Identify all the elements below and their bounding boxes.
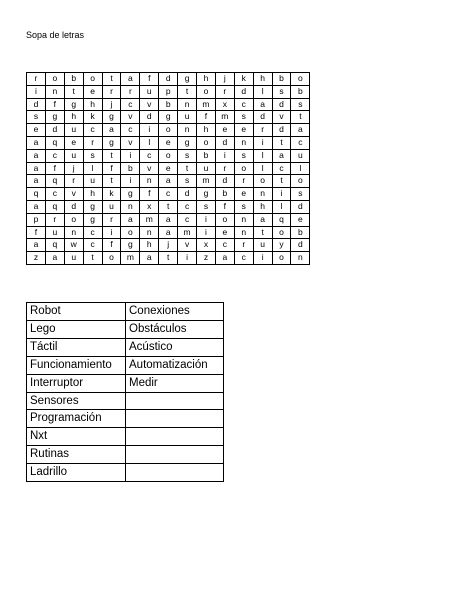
grid-cell: d xyxy=(253,111,272,124)
grid-cell: t xyxy=(102,149,121,162)
word-cell: Lego xyxy=(27,320,126,338)
grid-cell: a xyxy=(272,149,291,162)
grid-cell: g xyxy=(121,188,140,201)
grid-cell: i xyxy=(272,188,291,201)
grid-cell: o xyxy=(121,226,140,239)
grid-cell: a xyxy=(253,98,272,111)
word-row xyxy=(27,320,224,338)
grid-cell: v xyxy=(178,239,197,252)
grid-cell: h xyxy=(197,124,216,137)
grid-cell: c xyxy=(45,188,64,201)
grid-cell: h xyxy=(253,200,272,213)
grid-cell: n xyxy=(140,175,159,188)
grid-cell: b xyxy=(64,73,83,86)
grid-cell: j xyxy=(64,162,83,175)
word-row xyxy=(27,428,224,446)
word-cell: Acústico xyxy=(126,338,224,356)
grid-cell: n xyxy=(234,213,253,226)
grid-cell: r xyxy=(102,213,121,226)
grid-cell: c xyxy=(83,124,102,137)
grid-cell: o xyxy=(291,175,310,188)
grid-cell: a xyxy=(159,226,178,239)
grid-row xyxy=(27,149,310,162)
grid-cell: t xyxy=(102,175,121,188)
grid-cell: u xyxy=(64,124,83,137)
grid-cell: i xyxy=(197,213,216,226)
grid-cell: w xyxy=(64,239,83,252)
grid-cell: t xyxy=(159,252,178,265)
grid-cell: i xyxy=(27,85,46,98)
grid-cell: k xyxy=(83,111,102,124)
grid-cell: d xyxy=(159,73,178,86)
grid-cell: t xyxy=(178,85,197,98)
grid-cell: a xyxy=(121,213,140,226)
grid-cell: o xyxy=(64,213,83,226)
grid-cell: v xyxy=(121,111,140,124)
word-row xyxy=(27,303,224,321)
grid-cell: r xyxy=(121,85,140,98)
grid-cell: a xyxy=(27,136,46,149)
grid-cell: c xyxy=(234,98,253,111)
grid-cell: o xyxy=(272,226,291,239)
grid-cell: l xyxy=(140,136,159,149)
grid-cell: b xyxy=(291,226,310,239)
grid-cell: d xyxy=(215,136,234,149)
grid-cell: i xyxy=(253,252,272,265)
grid-cell: g xyxy=(159,111,178,124)
grid-cell: c xyxy=(178,200,197,213)
grid-cell: s xyxy=(291,188,310,201)
word-cell: Ladrillo xyxy=(27,464,126,482)
grid-row xyxy=(27,226,310,239)
grid-cell: n xyxy=(234,226,253,239)
grid-cell: m xyxy=(197,98,216,111)
word-cell: Obstáculos xyxy=(126,320,224,338)
grid-row xyxy=(27,98,310,111)
grid-cell: q xyxy=(272,213,291,226)
grid-cell: j xyxy=(159,239,178,252)
grid-cell: l xyxy=(253,149,272,162)
grid-cell: m xyxy=(121,252,140,265)
word-cell: Interruptor xyxy=(27,374,126,392)
grid-cell: g xyxy=(83,200,102,213)
grid-cell: r xyxy=(83,136,102,149)
grid-cell: t xyxy=(272,136,291,149)
grid-cell: u xyxy=(197,162,216,175)
word-row xyxy=(27,392,224,410)
grid-cell: a xyxy=(159,213,178,226)
grid-cell: u xyxy=(140,85,159,98)
word-cell xyxy=(126,428,224,446)
grid-cell: a xyxy=(291,124,310,137)
grid-cell: l xyxy=(272,200,291,213)
word-cell: Táctil xyxy=(27,338,126,356)
grid-cell: s xyxy=(83,149,102,162)
grid-row xyxy=(27,136,310,149)
grid-cell: s xyxy=(272,85,291,98)
grid-cell: h xyxy=(64,111,83,124)
word-cell xyxy=(126,464,224,482)
word-cell: Programación xyxy=(27,410,126,428)
grid-cell: f xyxy=(45,98,64,111)
page-title: Sopa de letras xyxy=(26,30,85,40)
word-cell: Funcionamiento xyxy=(27,356,126,374)
grid-cell: a xyxy=(27,162,46,175)
grid-cell: c xyxy=(83,226,102,239)
grid-cell: e xyxy=(27,124,46,137)
grid-cell: v xyxy=(140,162,159,175)
grid-cell: x xyxy=(215,98,234,111)
grid-cell: i xyxy=(178,252,197,265)
grid-cell: t xyxy=(83,252,102,265)
word-cell: Conexiones xyxy=(126,303,224,321)
grid-cell: d xyxy=(64,200,83,213)
grid-cell: f xyxy=(197,111,216,124)
grid-cell: g xyxy=(102,136,121,149)
grid-cell: f xyxy=(27,226,46,239)
grid-cell: d xyxy=(291,200,310,213)
grid-cell: r xyxy=(27,73,46,86)
word-cell: Automatización xyxy=(126,356,224,374)
grid-cell: t xyxy=(64,85,83,98)
grid-cell: c xyxy=(45,149,64,162)
grid-row xyxy=(27,252,310,265)
grid-cell: q xyxy=(45,175,64,188)
grid-cell: u xyxy=(64,149,83,162)
grid-cell: i xyxy=(102,226,121,239)
grid-cell: a xyxy=(159,175,178,188)
grid-cell: v xyxy=(121,136,140,149)
grid-cell: r xyxy=(253,124,272,137)
grid-row xyxy=(27,73,310,86)
grid-cell: r xyxy=(234,175,253,188)
grid-cell: r xyxy=(102,85,121,98)
grid-row xyxy=(27,162,310,175)
grid-cell: u xyxy=(45,226,64,239)
grid-cell: o xyxy=(197,136,216,149)
grid-cell: e xyxy=(159,136,178,149)
grid-cell: e xyxy=(64,136,83,149)
grid-row xyxy=(27,124,310,137)
grid-cell: o xyxy=(215,213,234,226)
grid-cell: c xyxy=(83,239,102,252)
grid-cell: c xyxy=(215,239,234,252)
grid-cell: n xyxy=(234,136,253,149)
grid-cell: i xyxy=(121,175,140,188)
grid-cell: c xyxy=(140,149,159,162)
grid-cell: m xyxy=(197,175,216,188)
grid-cell: t xyxy=(102,73,121,86)
grid-cell: r xyxy=(64,175,83,188)
grid-cell: z xyxy=(27,252,46,265)
grid-cell: e xyxy=(215,124,234,137)
grid-cell: a xyxy=(253,213,272,226)
word-cell xyxy=(126,446,224,464)
grid-cell: g xyxy=(197,188,216,201)
grid-cell: t xyxy=(253,226,272,239)
grid-cell: u xyxy=(253,239,272,252)
grid-cell: n xyxy=(45,85,64,98)
grid-cell: o xyxy=(83,73,102,86)
grid-cell: l xyxy=(291,162,310,175)
grid-cell: k xyxy=(102,188,121,201)
grid-cell: f xyxy=(45,162,64,175)
grid-cell: p xyxy=(159,85,178,98)
grid-cell: l xyxy=(253,162,272,175)
word-row xyxy=(27,356,224,374)
grid-cell: u xyxy=(102,200,121,213)
grid-cell: o xyxy=(102,252,121,265)
grid-cell: u xyxy=(64,252,83,265)
grid-cell: e xyxy=(234,124,253,137)
grid-cell: a xyxy=(140,252,159,265)
word-row xyxy=(27,410,224,428)
grid-cell: q xyxy=(45,239,64,252)
grid-cell: c xyxy=(178,213,197,226)
grid-cell: m xyxy=(178,226,197,239)
grid-cell: c xyxy=(121,98,140,111)
grid-row xyxy=(27,200,310,213)
grid-cell: b xyxy=(272,73,291,86)
grid-cell: i xyxy=(121,149,140,162)
grid-cell: t xyxy=(291,111,310,124)
grid-cell: a xyxy=(215,252,234,265)
grid-cell: q xyxy=(45,200,64,213)
grid-cell: e xyxy=(215,226,234,239)
word-cell: Sensores xyxy=(27,392,126,410)
grid-cell: p xyxy=(27,213,46,226)
grid-cell: r xyxy=(234,239,253,252)
grid-cell: s xyxy=(234,111,253,124)
grid-cell: n xyxy=(178,98,197,111)
grid-cell: s xyxy=(178,175,197,188)
letter-grid xyxy=(26,72,310,265)
grid-cell: v xyxy=(272,111,291,124)
word-row xyxy=(27,446,224,464)
grid-cell: h xyxy=(253,73,272,86)
grid-cell: j xyxy=(102,98,121,111)
grid-cell: i xyxy=(197,226,216,239)
grid-cell: i xyxy=(140,124,159,137)
grid-cell: r xyxy=(45,213,64,226)
grid-cell: e xyxy=(234,188,253,201)
grid-cell: a xyxy=(102,124,121,137)
grid-cell: f xyxy=(215,200,234,213)
grid-cell: h xyxy=(140,239,159,252)
grid-cell: a xyxy=(27,239,46,252)
word-cell: Medir xyxy=(126,374,224,392)
grid-cell: u xyxy=(291,149,310,162)
grid-cell: s xyxy=(291,98,310,111)
grid-cell: g xyxy=(121,239,140,252)
grid-cell: q xyxy=(45,136,64,149)
grid-cell: h xyxy=(83,98,102,111)
grid-cell: g xyxy=(83,213,102,226)
grid-row xyxy=(27,85,310,98)
grid-cell: b xyxy=(291,85,310,98)
grid-cell: h xyxy=(197,73,216,86)
grid-cell: s xyxy=(197,200,216,213)
grid-cell: g xyxy=(178,73,197,86)
grid-cell: r xyxy=(215,85,234,98)
grid-cell: f xyxy=(102,239,121,252)
word-cell xyxy=(126,392,224,410)
grid-cell: d xyxy=(272,124,291,137)
grid-cell: i xyxy=(253,136,272,149)
grid-cell: a xyxy=(27,200,46,213)
grid-cell: q xyxy=(27,188,46,201)
grid-cell: d xyxy=(215,175,234,188)
grid-cell: a xyxy=(45,252,64,265)
word-row xyxy=(27,374,224,392)
grid-cell: d xyxy=(234,85,253,98)
grid-cell: d xyxy=(272,98,291,111)
word-cell: Robot xyxy=(27,303,126,321)
grid-cell: c xyxy=(291,136,310,149)
grid-cell: m xyxy=(215,111,234,124)
grid-cell: h xyxy=(83,188,102,201)
grid-cell: n xyxy=(291,252,310,265)
word-cell xyxy=(126,410,224,428)
grid-cell: l xyxy=(83,162,102,175)
grid-cell: z xyxy=(197,252,216,265)
grid-cell: g xyxy=(178,136,197,149)
grid-cell: o xyxy=(159,149,178,162)
grid-cell: g xyxy=(45,111,64,124)
grid-cell: o xyxy=(197,85,216,98)
grid-cell: f xyxy=(140,73,159,86)
grid-cell: f xyxy=(102,162,121,175)
grid-cell: o xyxy=(272,252,291,265)
word-cell: Rutinas xyxy=(27,446,126,464)
grid-cell: b xyxy=(159,98,178,111)
grid-cell: j xyxy=(215,73,234,86)
grid-cell: t xyxy=(272,175,291,188)
grid-cell: t xyxy=(178,162,197,175)
grid-cell: t xyxy=(159,200,178,213)
grid-cell: l xyxy=(253,85,272,98)
grid-cell: v xyxy=(140,98,159,111)
grid-cell: e xyxy=(291,213,310,226)
grid-cell: u xyxy=(178,111,197,124)
grid-cell: d xyxy=(291,239,310,252)
grid-row xyxy=(27,111,310,124)
grid-cell: u xyxy=(83,175,102,188)
word-cell: Nxt xyxy=(27,428,126,446)
grid-cell: d xyxy=(27,98,46,111)
word-list-table xyxy=(26,302,224,482)
grid-row xyxy=(27,239,310,252)
grid-cell: d xyxy=(178,188,197,201)
grid-cell: k xyxy=(234,73,253,86)
grid-cell: a xyxy=(27,175,46,188)
grid-cell: m xyxy=(140,213,159,226)
grid-row xyxy=(27,188,310,201)
grid-cell: f xyxy=(140,188,159,201)
grid-cell: n xyxy=(178,124,197,137)
grid-cell: x xyxy=(197,239,216,252)
grid-cell: o xyxy=(159,124,178,137)
grid-cell: y xyxy=(272,239,291,252)
grid-cell: a xyxy=(27,149,46,162)
grid-cell: c xyxy=(234,252,253,265)
grid-cell: b xyxy=(215,188,234,201)
grid-cell: s xyxy=(234,200,253,213)
grid-cell: v xyxy=(64,188,83,201)
grid-cell: d xyxy=(45,124,64,137)
grid-cell: n xyxy=(253,188,272,201)
grid-cell: s xyxy=(234,149,253,162)
grid-cell: i xyxy=(215,149,234,162)
grid-cell: b xyxy=(197,149,216,162)
grid-cell: n xyxy=(140,226,159,239)
grid-cell: e xyxy=(83,85,102,98)
grid-cell: b xyxy=(121,162,140,175)
grid-cell: g xyxy=(64,98,83,111)
word-row xyxy=(27,464,224,482)
grid-row xyxy=(27,213,310,226)
word-row xyxy=(27,338,224,356)
grid-cell: c xyxy=(272,162,291,175)
grid-cell: a xyxy=(121,73,140,86)
grid-row xyxy=(27,175,310,188)
grid-cell: d xyxy=(140,111,159,124)
grid-cell: g xyxy=(102,111,121,124)
grid-cell: o xyxy=(253,175,272,188)
grid-cell: o xyxy=(291,73,310,86)
grid-cell: n xyxy=(64,226,83,239)
grid-cell: s xyxy=(27,111,46,124)
grid-cell: c xyxy=(159,188,178,201)
grid-cell: c xyxy=(121,124,140,137)
grid-cell: r xyxy=(215,162,234,175)
grid-cell: o xyxy=(234,162,253,175)
grid-cell: x xyxy=(140,200,159,213)
grid-cell: e xyxy=(159,162,178,175)
grid-cell: s xyxy=(178,149,197,162)
grid-cell: n xyxy=(121,200,140,213)
grid-cell: o xyxy=(45,73,64,86)
